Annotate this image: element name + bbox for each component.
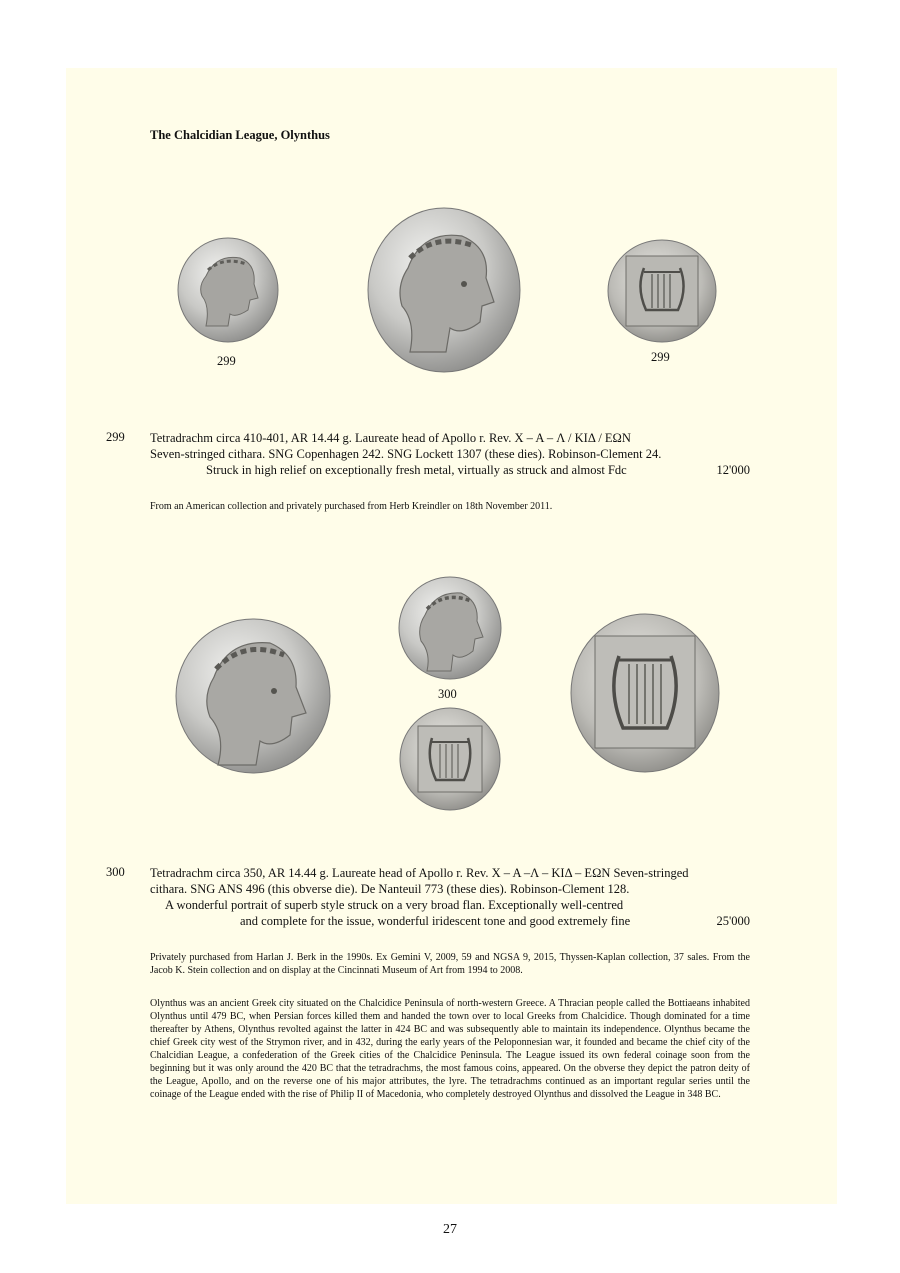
lot-300-provenance: Privately purchased from Harlan J. Berk in the 1990s. Ex Gemini V, 2009, 59 and NGSA 9, 2015, Thyssen-Kaplan collection, 37 sales. From the Jacob K. Stein collection and on display at the Cincinnati Museum of Art from 1994 to 2008. — [150, 952, 750, 976]
lot-300-condition-line2: and complete for the issue, wonderful iridescent tone and good extremely fine — [240, 914, 631, 928]
olynthus-history-note: Olynthus was an ancient Greek city situated on the Chalcidice Peninsula of north-western Greece. A Thracian people called the Bottiaeans inhabited Olynthus until 479 BC, when Persian forces killed them and handed the town over to local Greeks from Chalcidice. Though dominated for a time thereafter by Athens, Olynthus revolted against the latter in 424 BC and was subsequently able to maintain its independence. Olynthus became the chief Greek city west of the Strymon river, and in 432, during the early years of the Peloponnesian war, it founded and became the chief city of the Chalcidian League, a confederation of the Greek cities of the Chalcidice Peninsula. The League issued its own federal coinage soon from the beginning but it was only around the 420 BC that the tetradrachms, the most famous coins, appeared. On the obverse they depict the patron deity of the League, Apollo, and on the reverse one of his major attributes, the lyre. The tetradrachms continued as an important regular series until the coinage of the League ended with the rise of Philip II of Macedonia, who completely destroyed Olynthus and dissolved the League in 348 BC. — [150, 998, 750, 1100]
coin-300-reverse-small — [398, 706, 502, 812]
coin-299-reverse-label: 299 — [651, 350, 670, 364]
coin-299-obverse-large — [366, 206, 522, 374]
lot-299-condition: Struck in high relief on exceptionally fresh metal, virtually as struck and almost Fdc — [206, 463, 627, 477]
lot-300-description-line2: cithara. SNG ANS 496 (this obverse die). De Nanteuil 773 (these dies). Robinson-Clement 128. — [150, 882, 630, 896]
coin-300-obverse-large — [174, 617, 332, 775]
lot-299-description-line2: Seven-stringed cithara. SNG Copenhagen 242. SNG Lockett 1307 (these dies). Robinson-Clement 24. — [150, 447, 662, 461]
lot-299-provenance: From an American collection and privately purchased from Herb Kreindler on 18th November 2011. — [150, 501, 553, 512]
lot-299-number: 299 — [106, 430, 125, 444]
lot-300-number: 300 — [106, 865, 125, 879]
coin-299-obverse-label: 299 — [217, 354, 236, 368]
coin-300-label: 300 — [438, 687, 457, 701]
page-number: 27 — [443, 1222, 457, 1237]
coin-299-obverse-small — [176, 236, 280, 344]
lot-300-description-line1: Tetradrachm circa 350, AR 14.44 g. Laureate head of Apollo r. Rev. X – A –Λ – KIΔ – EΩN Seven-stringed — [150, 866, 689, 880]
lot-299-description-line1: Tetradrachm circa 410-401, AR 14.44 g. Laureate head of Apollo r. Rev. X – A – Λ / KIΔ / EΩN — [150, 431, 631, 445]
coin-299-reverse — [606, 238, 718, 344]
coin-300-reverse-large — [569, 612, 721, 774]
lot-300-price: 25'000 — [716, 914, 750, 928]
lot-299-price: 12'000 — [716, 463, 750, 477]
section-title: The Chalcidian League, Olynthus — [150, 128, 330, 142]
coin-300-obverse-small — [397, 575, 503, 681]
lot-300-condition-line1: A wonderful portrait of superb style struck on a very broad flan. Exceptionally well-centred — [165, 898, 624, 912]
